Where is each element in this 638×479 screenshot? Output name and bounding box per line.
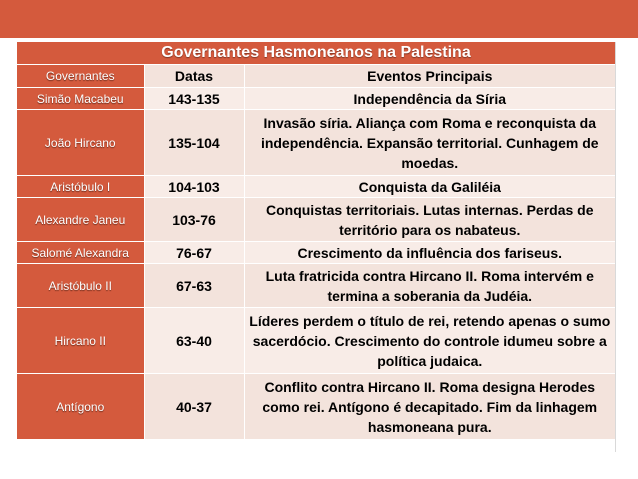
ruler-events: Crescimento da influência dos fariseus.	[244, 242, 615, 264]
ruler-dates: 104-103	[144, 176, 244, 198]
table-row	[17, 374, 615, 440]
ruler-events: Conflito contra Hircano II. Roma designa Herodes como rei. Antígono é decapitado. Fim da linhagem hasmoneana pura.	[244, 374, 615, 440]
ruler-name: Aristóbulo I	[17, 176, 144, 198]
ruler-name: Simão Macabeu	[17, 88, 144, 110]
ruler-events: Luta fratricida contra Hircano II. Roma intervém e termina a soberania da Judéia.	[244, 264, 615, 308]
table-row	[17, 308, 615, 374]
table-title: Governantes Hasmoneanos na Palestina	[17, 42, 615, 65]
table-row	[17, 110, 615, 176]
ruler-name: Salomé Alexandra	[17, 242, 144, 264]
ruler-name: Antígono	[17, 374, 144, 440]
ruler-events: Conquista da Galiléia	[244, 176, 615, 198]
ruler-dates: 40-37	[144, 374, 244, 440]
ruler-name: Hircano II	[17, 308, 144, 374]
table-row	[17, 88, 615, 110]
ruler-name: João Hircano	[17, 110, 144, 176]
ruler-events: Invasão síria. Aliança com Roma e reconquista da independência. Expansão territorial. Cunhagem de moedas.	[244, 110, 615, 176]
header-eventos: Eventos Principais	[244, 65, 615, 88]
ruler-dates: 103-76	[144, 198, 244, 242]
header-datas: Datas	[144, 65, 244, 88]
ruler-name: Alexandre Janeu	[17, 198, 144, 242]
table-row	[17, 242, 615, 264]
top-banner	[0, 0, 638, 38]
ruler-dates: 63-40	[144, 308, 244, 374]
table-row	[17, 198, 615, 242]
table-row	[17, 176, 615, 198]
ruler-dates: 67-63	[144, 264, 244, 308]
ruler-events: Conquistas territoriais. Lutas internas. Perdas de território para os nabateus.	[244, 198, 615, 242]
ruler-dates: 135-104	[144, 110, 244, 176]
ruler-name: Aristóbulo II	[17, 264, 144, 308]
right-divider-line	[615, 42, 616, 452]
table-title-row	[17, 42, 615, 65]
table-header-row	[17, 65, 615, 88]
table-row	[17, 264, 615, 308]
ruler-events: Independência da Síria	[244, 88, 615, 110]
ruler-events: Líderes perdem o título de rei, retendo apenas o sumo sacerdócio. Crescimento do controle idumeu sobre a política judaica.	[244, 308, 615, 374]
rulers-table	[17, 42, 615, 440]
header-governantes: Governantes	[17, 65, 144, 88]
ruler-dates: 76-67	[144, 242, 244, 264]
ruler-dates: 143-135	[144, 88, 244, 110]
rulers-table-container	[17, 42, 615, 440]
